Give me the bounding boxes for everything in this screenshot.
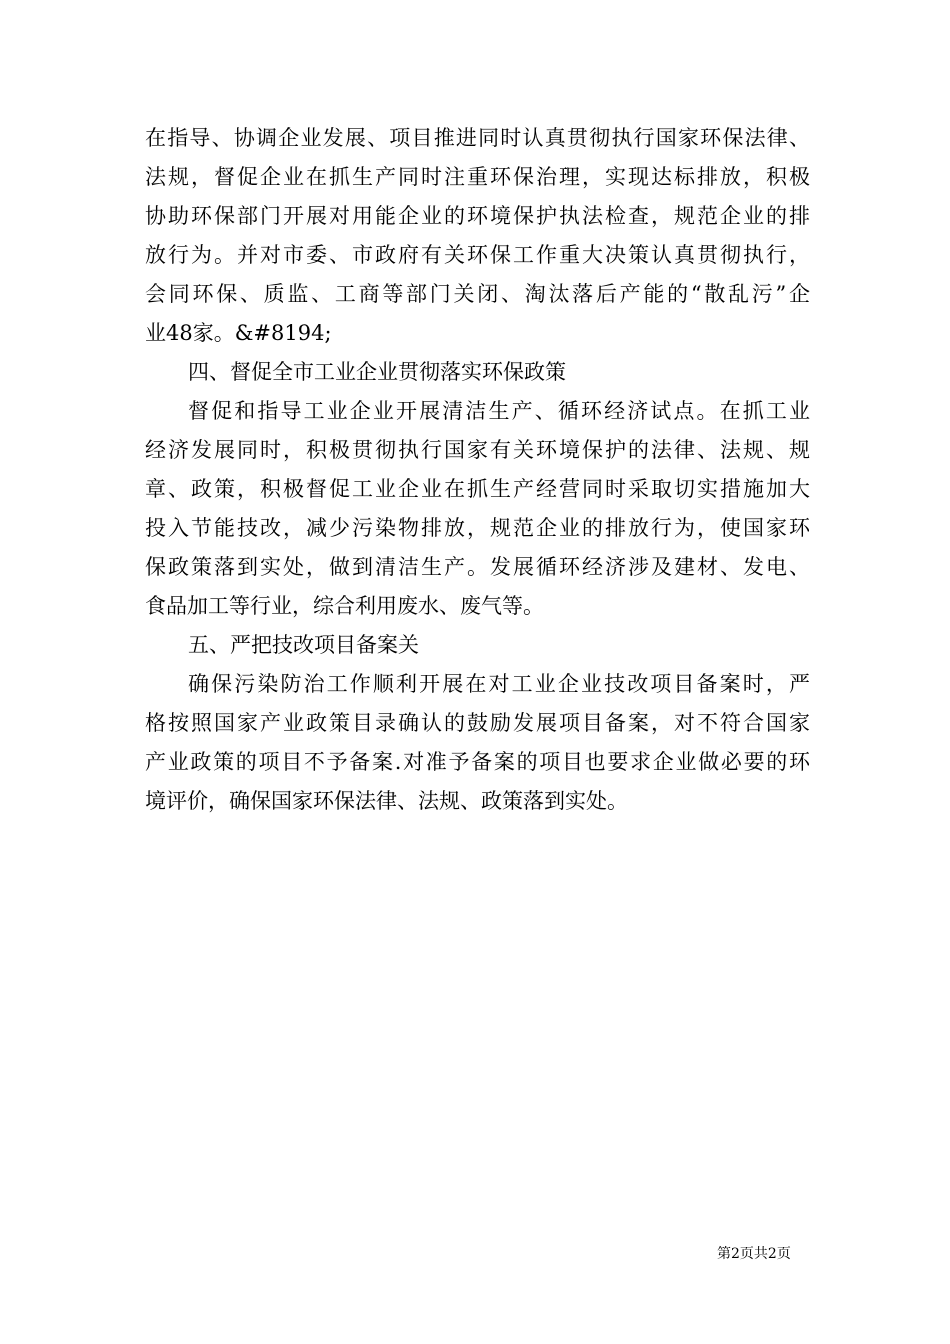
paragraph-1-line-2: 法规，督促企业在抓生产同时注重环保治理，实现达标排放，积极	[145, 165, 810, 189]
paragraph-1-line-5: 会同环保、质监、工商等部门关闭、淘汰落后产能的“散乱污”企	[145, 282, 810, 306]
paragraph-2-line-2: 经济发展同时，积极贯彻执行国家有关环境保护的法律、法规、规	[145, 438, 810, 462]
page-number-footer: 第2页共2页	[717, 1246, 791, 1262]
document-body	[145, 119, 810, 821]
paragraph-1-line-1: 在指导、协调企业发展、项目推进同时认真贯彻执行国家环保法律、	[145, 126, 810, 150]
paragraph-2-line-5: 保政策落到实处，做到清洁生产。发展循环经济涉及建材、发电、	[145, 555, 810, 579]
paragraph-2-line-4: 投入节能技改，减少污染物排放，规范企业的排放行为，使国家环	[145, 516, 810, 540]
paragraph-2-line-3: 章、政策，积极督促工业企业在抓生产经营同时采取切实措施加大	[145, 477, 810, 501]
paragraph-2-line-6: 食品加工等行业，综合利用废水、废气等。	[145, 594, 544, 618]
section-heading-5: 五、严把技改项目备案关	[188, 633, 419, 657]
section-heading-4: 四、督促全市工业企业贯彻落实环保政策	[188, 360, 566, 384]
paragraph-3-line-3: 产业政策的项目不予备案.对准予备案的项目也要求企业做必要的环	[145, 750, 810, 774]
paragraph-3-line-2: 格按照国家产业政策目录确认的鼓励发展项目备案，对不符合国家	[145, 711, 810, 735]
paragraph-1-line-3: 协助环保部门开展对用能企业的环境保护执法检查，规范企业的排	[145, 204, 810, 228]
paragraph-3-line-4: 境评价，确保国家环保法律、法规、政策落到实处。	[145, 789, 628, 813]
paragraph-1-line-6: 业48家。&#8194;	[145, 321, 332, 345]
paragraph-3-line-1: 确保污染防治工作顺利开展在对工业企业技改项目备案时，严	[188, 672, 810, 696]
paragraph-2-line-1: 督促和指导工业企业开展清洁生产、循环经济试点。在抓工业	[188, 399, 810, 423]
paragraph-1-line-4: 放行为。并对市委、市政府有关环保工作重大决策认真贯彻执行，	[145, 243, 810, 267]
